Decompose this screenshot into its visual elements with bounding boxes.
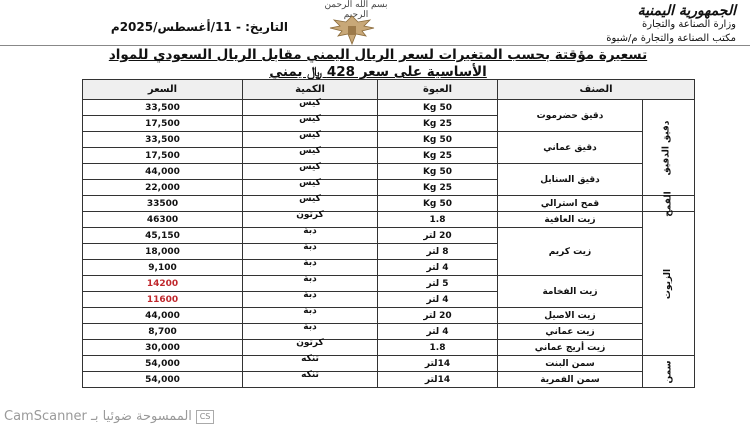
table-header-row — [83, 80, 695, 100]
package-cell: 20 لتر — [378, 308, 498, 324]
item-name: دقيق السنابل — [498, 164, 643, 196]
quantity-cell: دبة — [243, 324, 378, 340]
price-cell: 45,150 — [83, 228, 243, 244]
table-row — [83, 276, 695, 292]
price-cell: 33,500 — [83, 100, 243, 116]
item-name: دقيق عماني — [498, 132, 643, 164]
item-name: زيت أريج عماني — [498, 340, 643, 356]
table-row — [83, 100, 695, 116]
table-row — [83, 132, 695, 148]
page-title: تسعيرة مؤقتة بحسب المتغيرات لسعر الريال اليمني مقابل الريال السعودي للمواد — [108, 47, 648, 63]
quantity-cell: كيس — [243, 164, 378, 180]
quantity-cell: كرتون — [243, 340, 378, 356]
quantity-cell: دبة — [243, 276, 378, 292]
package-cell: 4 لتر — [378, 260, 498, 276]
table-row — [83, 228, 695, 244]
basmala: بسم الله الرحمن الرحيم — [324, 0, 388, 20]
table-row — [83, 340, 695, 356]
group-label: دقيق الدقيق — [643, 100, 695, 196]
price-cell: 17,500 — [83, 116, 243, 132]
item-name: دقيق حضرموت — [498, 100, 643, 132]
package-cell: 50 Kg — [378, 100, 498, 116]
package-cell: 25 Kg — [378, 148, 498, 164]
package-cell: 50 Kg — [378, 132, 498, 148]
quantity-cell: تنكه — [243, 372, 378, 388]
camscanner-logo-icon: CS — [196, 410, 214, 424]
item-name: زيت كريم — [498, 228, 643, 276]
price-cell: 44,000 — [83, 164, 243, 180]
header-category: الصنف — [498, 80, 695, 100]
eagle-emblem-icon — [326, 14, 378, 46]
item-name: زيت الفخامة — [498, 276, 643, 308]
header-price: السعر — [83, 80, 243, 100]
header-package: العبوة — [378, 80, 498, 100]
price-cell: 46300 — [83, 212, 243, 228]
header-divider — [0, 45, 750, 46]
table-row — [83, 308, 695, 324]
price-cell: 54,000 — [83, 356, 243, 372]
price-cell-highlighted: 14200 — [83, 276, 243, 292]
quantity-cell: كرتون — [243, 212, 378, 228]
header-quantity: الكمية — [243, 80, 378, 100]
price-cell: 33,500 — [83, 132, 243, 148]
package-cell: 8 لتر — [378, 244, 498, 260]
price-cell: 8,700 — [83, 324, 243, 340]
package-cell: 1.8 — [378, 212, 498, 228]
table-row — [83, 164, 695, 180]
item-name: زيت عماني — [498, 324, 643, 340]
quantity-cell: دبة — [243, 292, 378, 308]
scanner-watermark — [4, 409, 334, 424]
item-name: زيت العافية — [498, 212, 643, 228]
price-cell: 22,000 — [83, 180, 243, 196]
document-date: التاريخ: - 11/أغسطس/2025م — [110, 20, 288, 34]
table-row — [83, 196, 695, 212]
price-cell: 54,000 — [83, 372, 243, 388]
quantity-cell: كيس — [243, 180, 378, 196]
office-name: مكتب الصناعة والتجارة م/شبوة — [606, 33, 736, 44]
quantity-cell: كيس — [243, 148, 378, 164]
quantity-cell: كيس — [243, 116, 378, 132]
ministry-name: وزارة الصناعة والتجارة — [642, 19, 736, 30]
price-cell: 44,000 — [83, 308, 243, 324]
table-row — [83, 356, 695, 372]
quantity-cell: دبة — [243, 228, 378, 244]
quantity-cell: دبة — [243, 260, 378, 276]
package-cell: 20 لتر — [378, 228, 498, 244]
quantity-cell: تنكه — [243, 356, 378, 372]
package-cell: 25 Kg — [378, 116, 498, 132]
package-cell: 50 Kg — [378, 196, 498, 212]
item-name: سمن البنت — [498, 356, 643, 372]
price-cell: 17,500 — [83, 148, 243, 164]
table-row — [83, 372, 695, 388]
group-label: الزيوت — [643, 212, 695, 356]
package-cell: 25 Kg — [378, 180, 498, 196]
package-cell: 14لتر — [378, 372, 498, 388]
item-name: زيت الاصيل — [498, 308, 643, 324]
group-label: القمح — [643, 196, 695, 212]
package-cell: 14لتر — [378, 356, 498, 372]
item-name: قمح استرالي — [498, 196, 643, 212]
package-cell: 4 لتر — [378, 292, 498, 308]
quantity-cell: دبة — [243, 308, 378, 324]
table-row — [83, 324, 695, 340]
country-name: الجمهورية اليمنية — [637, 3, 736, 19]
price-table — [82, 79, 695, 388]
page-subtitle: الأساسية على سعر 428 ﷼ يمني — [269, 64, 487, 80]
package-cell: 5 لتر — [378, 276, 498, 292]
item-name: سمن الفمرية — [498, 372, 643, 388]
letterhead — [566, 4, 736, 46]
package-cell: 4 لتر — [378, 324, 498, 340]
table-row — [83, 212, 695, 228]
quantity-cell: دبة — [243, 244, 378, 260]
price-cell: 33500 — [83, 196, 243, 212]
price-cell: 30,000 — [83, 340, 243, 356]
package-cell: 50 Kg — [378, 164, 498, 180]
price-cell-highlighted: 11600 — [83, 292, 243, 308]
price-cell: 18,000 — [83, 244, 243, 260]
quantity-cell: كيس — [243, 196, 378, 212]
package-cell: 1.8 — [378, 340, 498, 356]
group-label: سمن — [643, 356, 695, 388]
watermark-text: الممسوحة ضوئيا بـ CamScanner — [4, 409, 192, 424]
quantity-cell: كيس — [243, 132, 378, 148]
price-cell: 9,100 — [83, 260, 243, 276]
quantity-cell: كيس — [243, 100, 378, 116]
